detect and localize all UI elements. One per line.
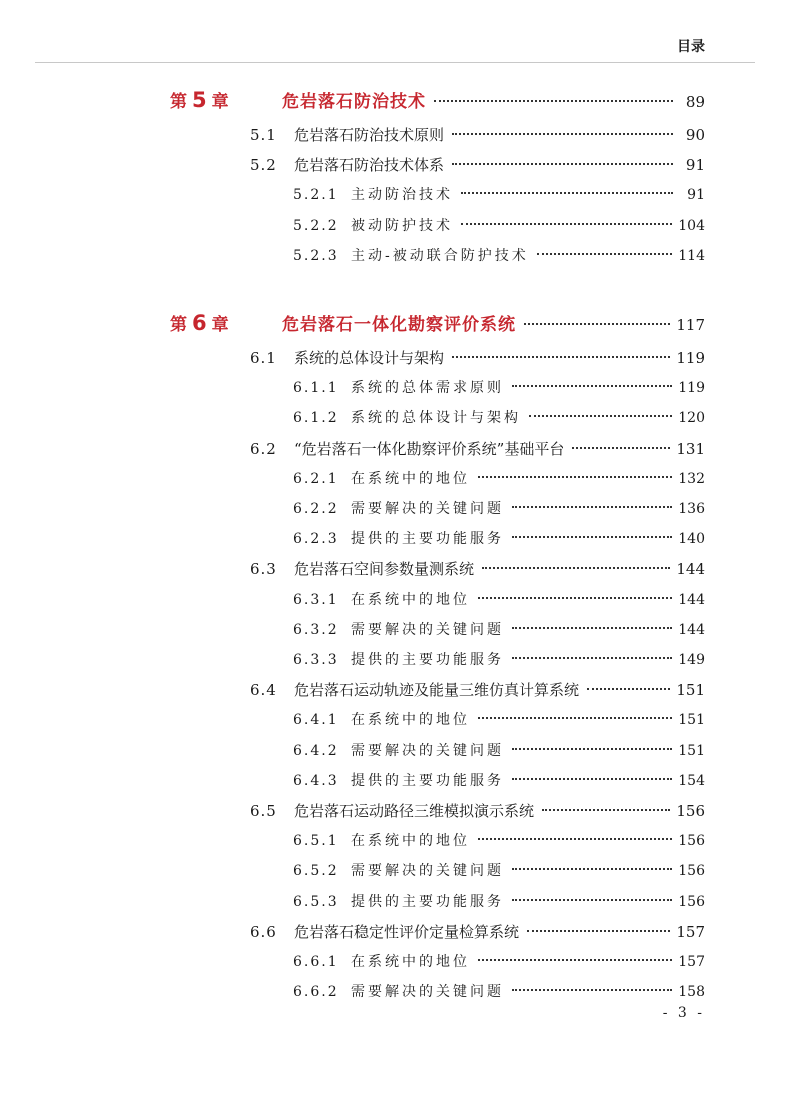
entry-title: 在系统中的地位 xyxy=(351,954,470,970)
entry-page-number: 91 xyxy=(687,187,705,204)
toc-subsection-entry[interactable] xyxy=(293,184,705,206)
entry-title: 提供的主要功能服务 xyxy=(351,531,504,548)
chapter-suffix: 章 xyxy=(211,315,229,335)
entry-title: 提供的主要功能服务 xyxy=(351,772,504,789)
entry-title: 需要解决的关键问题 xyxy=(351,621,504,638)
section-number: 5.2.2 xyxy=(293,217,339,234)
section-number: 6.4 xyxy=(250,681,277,700)
toc-subsection-entry[interactable] xyxy=(293,589,705,611)
entry-title: 危岩落石防治技术体系 xyxy=(294,156,445,175)
section-number: 6.2.2 xyxy=(293,501,339,517)
dot-leader xyxy=(587,688,670,690)
entry-page-number: 156 xyxy=(678,893,705,910)
entry-title: 系统的总体需求原则 xyxy=(351,380,504,397)
chapter-number: 6 xyxy=(192,311,207,335)
toc-subsection-entry[interactable] xyxy=(293,377,705,399)
entry-page-number: 144 xyxy=(678,621,705,638)
section-number: 6.2 xyxy=(250,439,277,458)
dot-leader xyxy=(512,506,672,508)
section-number: 6.4.1 xyxy=(293,712,339,729)
entry-title: 主动-被动联合防护技术 xyxy=(351,247,529,264)
entry-page-number: 89 xyxy=(685,93,705,111)
entry-title: 提供的主要功能服务 xyxy=(351,652,504,668)
entry-page-number: 91 xyxy=(685,156,705,175)
entry-title: 在系统中的地位 xyxy=(351,712,470,729)
dot-leader xyxy=(537,253,673,255)
entry-title: 危岩落石稳定性评价定量检算系统 xyxy=(294,922,520,941)
toc-subsection-entry[interactable] xyxy=(293,498,705,520)
entry-page-number: 136 xyxy=(678,501,705,517)
dot-leader xyxy=(512,989,672,991)
entry-page-number: 158 xyxy=(678,984,705,1001)
toc-subsection-entry[interactable] xyxy=(293,468,705,490)
dot-leader xyxy=(529,415,672,417)
toc-section-entry[interactable] xyxy=(250,800,705,822)
entry-title: 危岩落石运动轨迹及能量三维仿真计算系统 xyxy=(294,681,580,700)
section-number: 6.3.2 xyxy=(293,621,339,638)
entry-title: 在系统中的地位 xyxy=(351,833,470,850)
header-rule xyxy=(35,62,755,63)
chapter-label xyxy=(170,312,282,336)
toc-subsection-entry[interactable] xyxy=(293,951,705,973)
entry-page-number: 144 xyxy=(676,560,705,579)
entry-page-number: 156 xyxy=(678,833,705,850)
entry-title: 危岩落石一体化勘察评价系统 xyxy=(282,315,516,335)
chapter-label xyxy=(170,89,282,113)
dot-leader xyxy=(452,356,670,358)
toc-subsection-entry[interactable] xyxy=(293,830,705,852)
entry-title: 需要解决的关键问题 xyxy=(351,984,504,1001)
section-number: 6.5.3 xyxy=(293,893,339,910)
section-number: 5.2.3 xyxy=(293,247,339,264)
entry-title: 系统的总体设计与架构 xyxy=(351,410,521,427)
section-number: 6.2.1 xyxy=(293,470,339,487)
toc-section-entry[interactable] xyxy=(250,347,705,369)
toc-subsection-entry[interactable] xyxy=(293,619,705,641)
entry-page-number: 151 xyxy=(676,681,705,700)
entry-page-number: 120 xyxy=(678,410,705,427)
section-number: 6.1.2 xyxy=(293,410,339,427)
dot-leader xyxy=(512,657,672,659)
chapter-number: 5 xyxy=(192,88,207,112)
entry-title: 需要解决的关键问题 xyxy=(351,863,504,880)
toc-subsection-entry[interactable] xyxy=(293,528,705,550)
dot-leader xyxy=(478,476,672,478)
entry-title: 危岩落石运动路径三维模拟演示系统 xyxy=(294,802,535,820)
toc-subsection-entry[interactable] xyxy=(293,740,705,762)
section-number: 6.2.3 xyxy=(293,531,339,548)
entry-title: 提供的主要功能服务 xyxy=(351,893,504,910)
dot-leader xyxy=(482,567,670,569)
toc-subsection-entry[interactable] xyxy=(293,709,705,731)
dot-leader xyxy=(512,385,672,387)
entry-page-number: 119 xyxy=(676,349,705,367)
entry-page-number: 157 xyxy=(678,954,705,970)
toc-subsection-entry[interactable] xyxy=(293,649,705,671)
toc-subsection-entry[interactable] xyxy=(293,215,705,237)
entry-title: 在系统中的地位 xyxy=(351,591,470,608)
section-number: 6.6.2 xyxy=(293,984,339,1001)
entry-title: 危岩落石空间参数量测系统 xyxy=(294,560,475,579)
dot-leader xyxy=(452,163,673,165)
section-number: 6.1 xyxy=(250,349,277,367)
entry-title: 主动防治技术 xyxy=(351,187,453,204)
entry-title: 被动防护技术 xyxy=(351,217,453,234)
dot-leader xyxy=(478,959,672,961)
dot-leader xyxy=(434,100,673,102)
toc-section-entry[interactable] xyxy=(250,921,705,943)
entry-title: 需要解决的关键问题 xyxy=(351,501,504,517)
toc-subsection-entry[interactable] xyxy=(293,981,705,1003)
entry-page-number: 149 xyxy=(678,652,705,668)
dot-leader xyxy=(572,447,670,449)
entry-page-number: 144 xyxy=(678,591,705,608)
entry-page-number: 90 xyxy=(685,126,705,144)
toc-subsection-entry[interactable] xyxy=(293,891,705,913)
dot-leader xyxy=(512,748,672,750)
section-number: 6.3.3 xyxy=(293,652,339,668)
entry-page-number: 151 xyxy=(678,712,705,729)
section-number: 6.3 xyxy=(250,560,277,579)
entry-page-number: 132 xyxy=(678,470,705,487)
entry-title: 系统的总体设计与架构 xyxy=(294,349,445,367)
entry-title: “危岩落石一体化勘察评价系统”基础平台 xyxy=(294,439,565,458)
toc-section-entry[interactable] xyxy=(250,679,705,701)
toc-chapter-entry[interactable] xyxy=(170,312,705,334)
dot-leader xyxy=(478,838,672,840)
entry-page-number: 156 xyxy=(678,863,705,880)
dot-leader xyxy=(512,899,672,901)
running-header: 目录 xyxy=(677,39,705,55)
toc-subsection-entry[interactable] xyxy=(293,407,705,429)
toc-subsection-entry[interactable] xyxy=(293,770,705,792)
dot-leader xyxy=(452,133,673,135)
toc-section-entry[interactable] xyxy=(250,438,705,460)
entry-title: 需要解决的关键问题 xyxy=(351,742,504,759)
section-number: 6.6 xyxy=(250,922,277,941)
entry-page-number: 151 xyxy=(678,742,705,759)
section-number: 6.4.2 xyxy=(293,742,339,759)
section-number: 5.2.1 xyxy=(293,187,339,204)
section-number: 6.1.1 xyxy=(293,380,339,397)
section-number: 6.5 xyxy=(250,802,277,820)
section-number: 6.3.1 xyxy=(293,591,339,608)
entry-title: 危岩落石防治技术 xyxy=(282,92,426,112)
toc-subsection-entry[interactable] xyxy=(293,245,705,267)
section-number: 6.5.1 xyxy=(293,833,339,850)
chapter-prefix: 第 xyxy=(170,92,187,112)
entry-title: 在系统中的地位 xyxy=(351,470,470,487)
section-number: 6.5.2 xyxy=(293,863,339,880)
page-number: - 3 - xyxy=(662,1005,705,1021)
dot-leader xyxy=(512,627,672,629)
entry-page-number: 131 xyxy=(676,439,705,458)
entry-page-number: 156 xyxy=(676,802,705,820)
entry-title: 危岩落石防治技术原则 xyxy=(294,126,445,144)
section-number: 6.6.1 xyxy=(293,954,339,970)
dot-leader xyxy=(512,868,672,870)
dot-leader xyxy=(512,536,672,538)
entry-page-number: 157 xyxy=(676,922,705,941)
toc-chapter-entry[interactable] xyxy=(170,89,705,111)
dot-leader xyxy=(461,223,672,225)
dot-leader xyxy=(542,809,670,811)
dot-leader xyxy=(461,192,673,194)
chapter-prefix: 第 xyxy=(170,315,187,335)
toc-section-entry[interactable] xyxy=(250,154,705,176)
entry-page-number: 104 xyxy=(678,217,705,234)
toc-section-entry[interactable] xyxy=(250,124,705,146)
chapter-suffix: 章 xyxy=(211,92,229,112)
dot-leader xyxy=(512,778,672,780)
toc-section-entry[interactable] xyxy=(250,558,705,580)
section-number: 6.4.3 xyxy=(293,772,339,789)
section-number: 5.2 xyxy=(250,156,277,175)
toc-subsection-entry[interactable] xyxy=(293,860,705,882)
entry-page-number: 140 xyxy=(678,531,705,548)
dot-leader xyxy=(478,597,672,599)
dot-leader xyxy=(527,930,670,932)
dot-leader xyxy=(524,323,670,325)
section-number: 5.1 xyxy=(250,126,277,144)
dot-leader xyxy=(478,717,672,719)
entry-page-number: 114 xyxy=(678,247,705,264)
entry-page-number: 119 xyxy=(678,380,705,397)
entry-page-number: 117 xyxy=(676,316,705,334)
entry-page-number: 154 xyxy=(678,772,705,789)
